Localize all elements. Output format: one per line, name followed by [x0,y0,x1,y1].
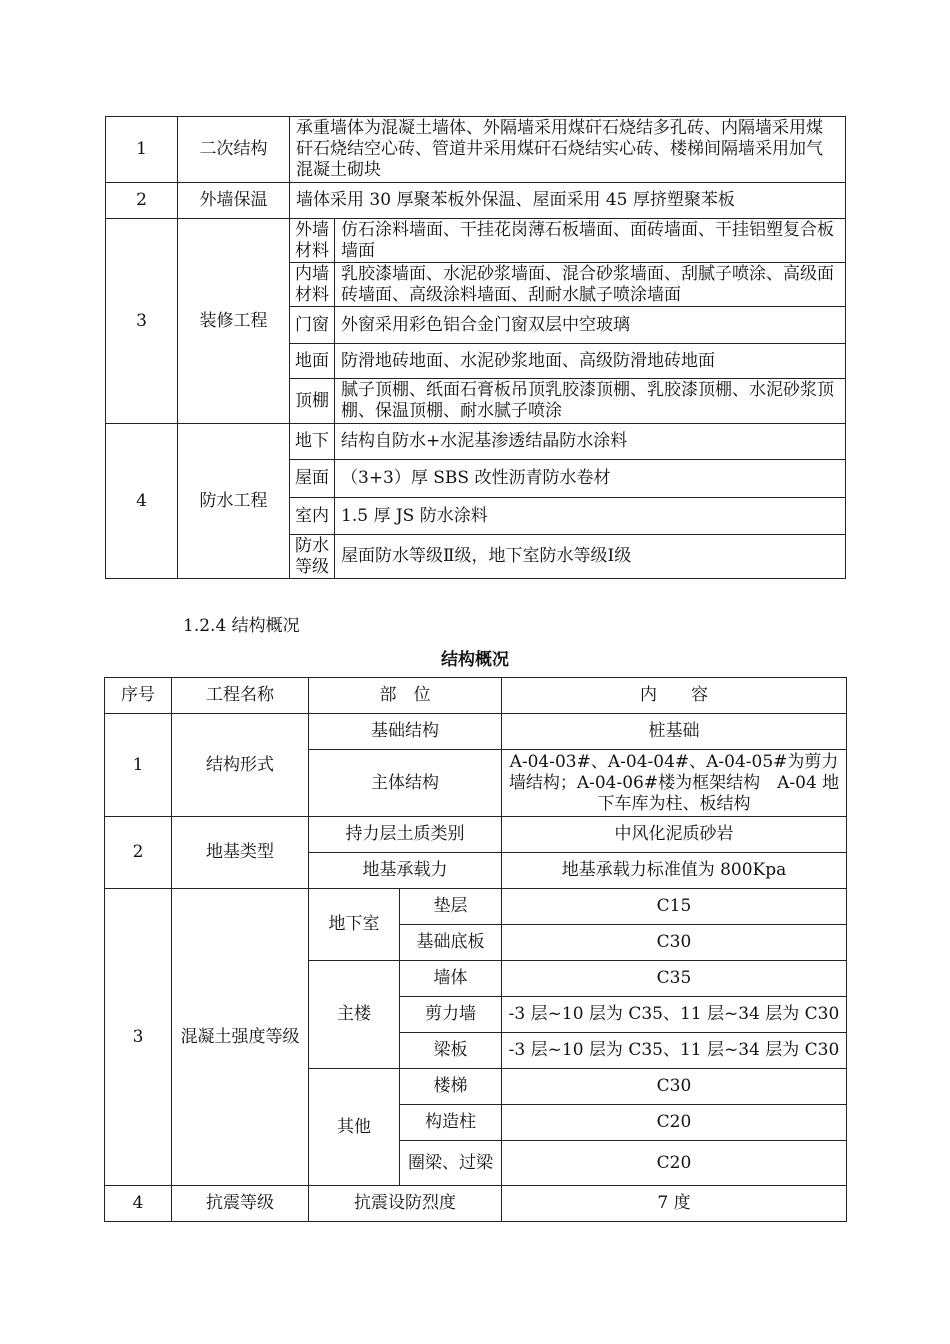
group-cell: 地下室 [309,889,400,961]
part-cell: 持力层土质类别 [309,817,502,853]
sub-item: 防水等级 [290,535,335,579]
group-cell: 主楼 [309,961,400,1069]
table-row [106,219,846,263]
table-row [105,714,847,750]
sub-item: 室内 [290,498,335,535]
sub-item: 屋面 [290,460,335,498]
row-number: 2 [105,817,172,889]
item-content: 屋面防水等级Ⅱ级，地下室防水等级Ⅰ级 [335,535,846,579]
sub-item: 地下 [290,424,335,460]
sub-item: 门窗 [290,307,335,344]
sub-item: 地面 [290,344,335,379]
header-no: 序号 [105,678,172,714]
part-cell: 主体结构 [309,750,502,817]
part-cell: 圈梁、过梁 [400,1141,502,1186]
item-content: 承重墙体为混凝土墙体、外隔墙采用煤矸石烧结多孔砖、内隔墙采用煤矸石烧结空心砖、管道井采用煤矸石烧结实心砖、楼梯间隔墙采用加气混凝土砌块 [290,117,846,183]
row-number: 4 [105,1186,172,1222]
row-number: 3 [105,889,172,1186]
item-name: 装修工程 [178,219,290,424]
row-number: 1 [106,117,178,183]
row-number: 1 [105,714,172,817]
header-row [105,678,847,714]
part-cell: 基础结构 [309,714,502,750]
part-cell: 地基承载力 [309,853,502,889]
header-content: 内 容 [502,678,847,714]
sub-item: 外墙材料 [290,219,335,263]
table-row [105,1186,847,1222]
content-cell: C30 [502,1069,847,1105]
item-content: 1.5 厚 JS 防水涂料 [335,498,846,535]
construction-summary-table [105,116,846,579]
item-content: 防滑地砖地面、水泥砂浆地面、高级防滑地砖地面 [335,344,846,379]
table-row [106,117,846,183]
content-cell: A-04-03#、A-04-04#、A-04-05#为剪力墙结构；A-04-06#楼为框架结构 A-04 地下车库为柱、板结构 [502,750,847,817]
row-number: 4 [106,424,178,579]
item-name: 混凝土强度等级 [172,889,309,1186]
header-part: 部 位 [309,678,502,714]
content-cell: C15 [502,889,847,925]
item-name: 抗震等级 [172,1186,309,1222]
content-cell: C35 [502,961,847,997]
part-cell: 墙体 [400,961,502,997]
item-content: 外窗采用彩色铝合金门窗双层中空玻璃 [335,307,846,344]
sub-item: 内墙材料 [290,263,335,307]
table-row [106,424,846,460]
sub-item: 顶棚 [290,379,335,424]
part-cell: 剪力墙 [400,997,502,1033]
part-cell: 构造柱 [400,1105,502,1141]
item-content: 仿石涂料墙面、干挂花岗薄石板墙面、面砖墙面、干挂铝塑复合板墙面 [335,219,846,263]
item-name: 结构形式 [172,714,309,817]
content-cell: C30 [502,925,847,961]
row-number: 3 [106,219,178,424]
part-cell: 抗震设防烈度 [309,1186,502,1222]
content-cell: C20 [502,1141,847,1186]
part-cell: 楼梯 [400,1069,502,1105]
table-row [105,817,847,853]
content-cell: -3 层~10 层为 C35、11 层~34 层为 C30 [502,1033,847,1069]
table-row [106,183,846,219]
part-cell: 梁板 [400,1033,502,1069]
structure-summary-table [104,677,847,1222]
part-cell: 垫层 [400,889,502,925]
part-cell: 基础底板 [400,925,502,961]
item-content: 墙体采用 30 厚聚苯板外保温、屋面采用 45 厚挤塑聚苯板 [290,183,846,219]
item-content: （3+3）厚 SBS 改性沥青防水卷材 [335,460,846,498]
header-name: 工程名称 [172,678,309,714]
group-cell: 其他 [309,1069,400,1186]
item-name: 地基类型 [172,817,309,889]
item-name: 外墙保温 [178,183,290,219]
content-cell: 中风化泥质砂岩 [502,817,847,853]
content-cell: -3 层~10 层为 C35、11 层~34 层为 C30 [502,997,847,1033]
row-number: 2 [106,183,178,219]
table-row [105,889,847,925]
content-cell: 7 度 [502,1186,847,1222]
section-heading: 1.2.4 结构概况 [183,616,300,636]
item-content: 乳胶漆墙面、水泥砂浆墙面、混合砂浆墙面、刮腻子喷涂、高级面砖墙面、高级涂料墙面、刮耐水腻子喷涂墙面 [335,263,846,307]
content-cell: 桩基础 [502,714,847,750]
content-cell: C20 [502,1105,847,1141]
item-name: 防水工程 [178,424,290,579]
item-name: 二次结构 [178,117,290,183]
content-cell: 地基承载力标准值为 800Kpa [502,853,847,889]
item-content: 腻子顶棚、纸面石膏板吊顶乳胶漆顶棚、乳胶漆顶棚、水泥砂浆顶棚、保温顶棚、耐水腻子喷涂 [335,379,846,424]
item-content: 结构自防水+水泥基渗透结晶防水涂料 [335,424,846,460]
table-title: 结构概况 [441,650,509,670]
